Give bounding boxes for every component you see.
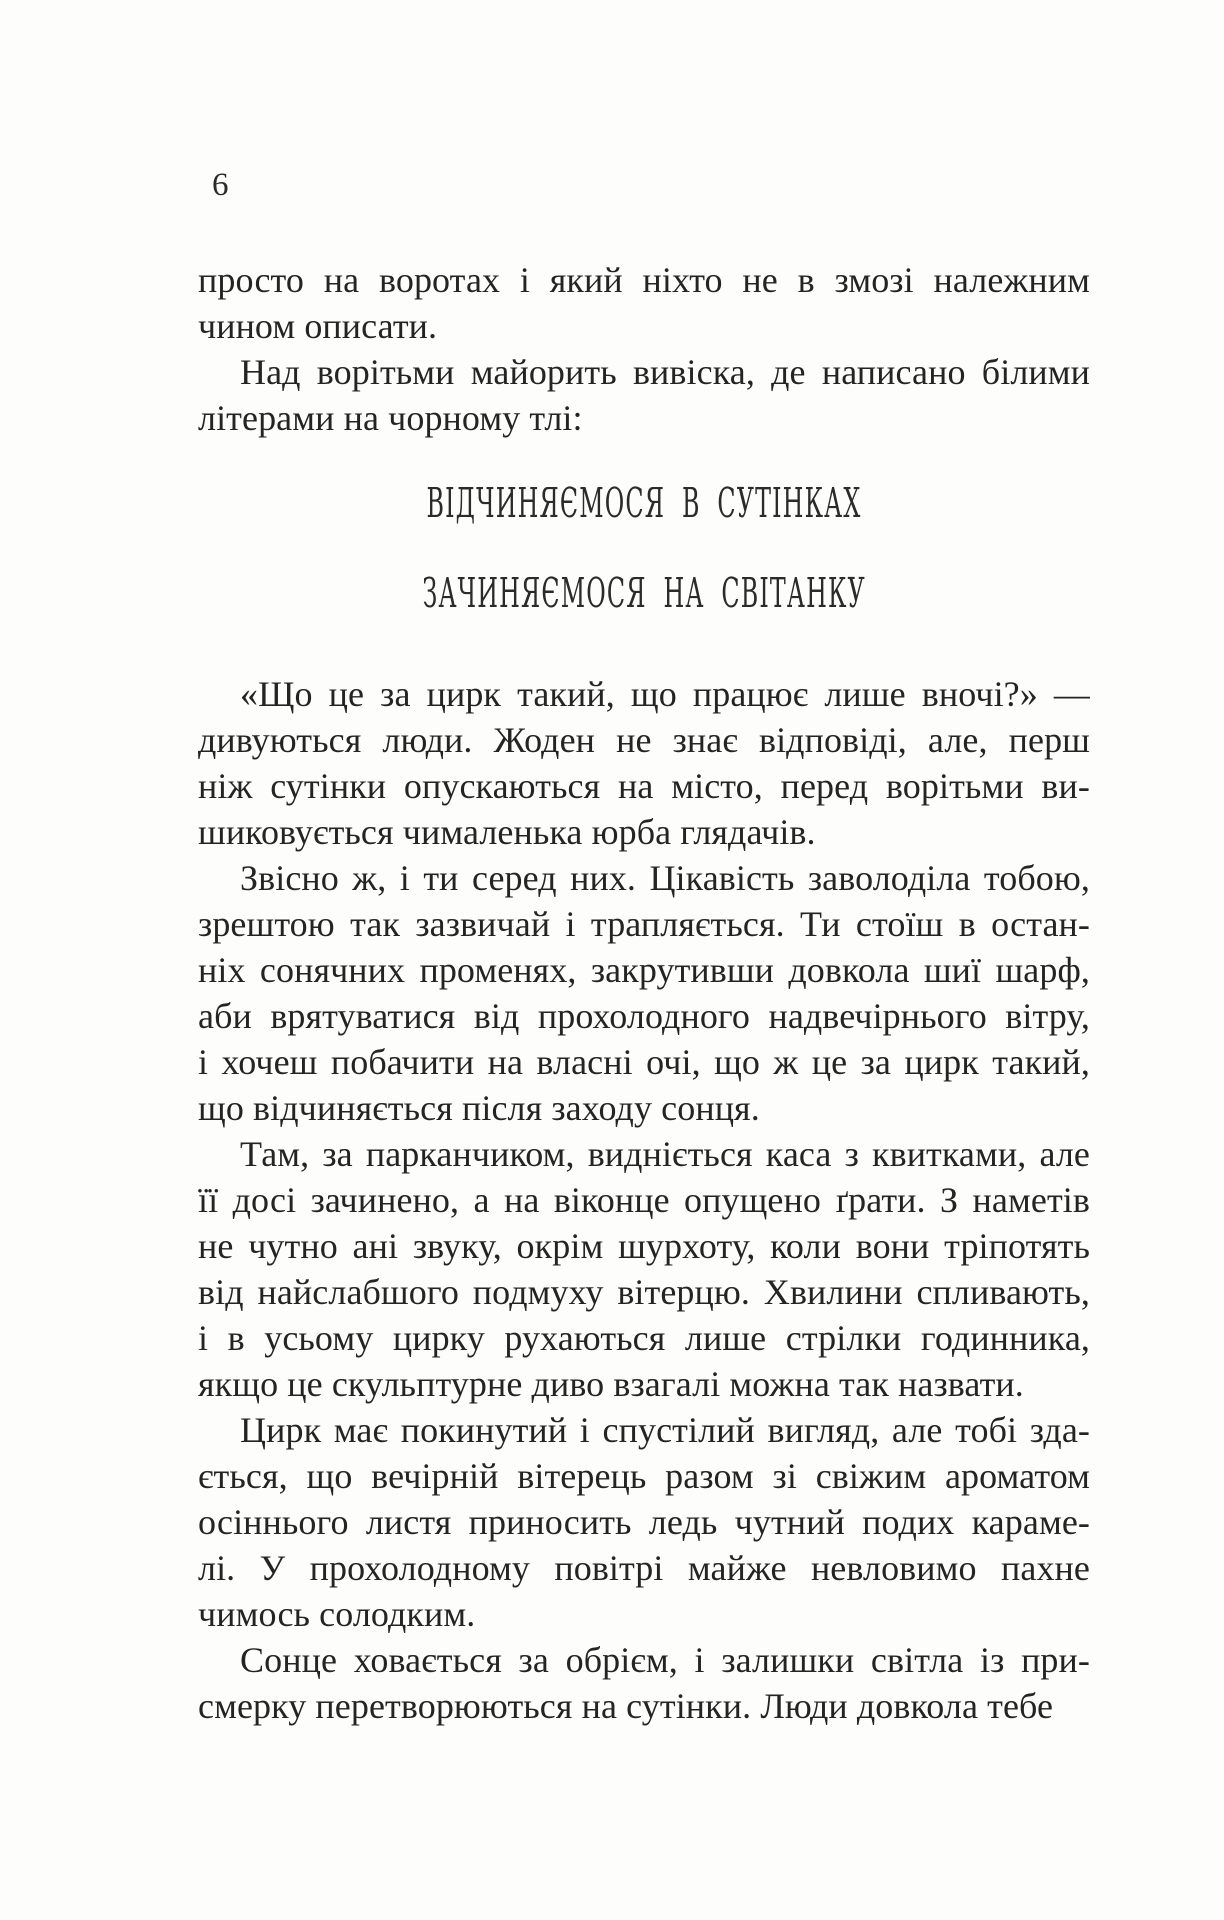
body-line: ється, що вечірній вітерець разом зі свіжим ароматом	[198, 1456, 1090, 1496]
body-line: смерку перетворюються на сутінки. Люди довкола тебе	[198, 1686, 1054, 1726]
body-line: і хочеш побачити на власні очі, що ж це за цирк такий,	[198, 1042, 1090, 1082]
paragraph	[198, 257, 1090, 349]
body-line: просто на воротах і який ніхто не в змозі належним	[198, 260, 1090, 300]
body-line: Сонце ховається за обрієм, і залишки світла із при-	[240, 1640, 1090, 1680]
body-line: чимось солодким.	[198, 1594, 476, 1634]
sign-line	[198, 568, 1090, 618]
text-column	[198, 257, 1090, 1729]
circus-sign	[198, 478, 1090, 618]
body-line: аби врятуватися від прохолодного надвечірнього вітру,	[198, 996, 1090, 1036]
paragraph	[198, 1637, 1090, 1729]
sign-text: ЗАЧИНЯЄМОСЯ НА СВІТАНКУ	[422, 569, 866, 617]
body-line: її досі зачинено, а на віконце опущено ґрати. З наметів	[198, 1180, 1090, 1220]
body-line: і в усьому цирку рухаються лише стрілки годинника,	[198, 1318, 1090, 1358]
page-number: 6	[212, 167, 229, 203]
body-line: від найслабшого подмуху вітерцю. Хвилини спливають,	[198, 1272, 1090, 1312]
paragraph	[198, 349, 1090, 441]
body-line: ніж сутінки опускаються на місто, перед ворітьми ви-	[198, 766, 1090, 806]
sign-line	[198, 478, 1090, 528]
paragraph	[198, 1131, 1090, 1407]
body-line: дивуються люди. Жоден не знає відповіді, але, перш	[198, 720, 1090, 760]
body-line: ніх сонячних променях, закрутивши довкола шиї шарф,	[198, 950, 1090, 990]
body-line: що відчиняється після заходу сонця.	[198, 1088, 760, 1128]
body-line: Над ворітьми майорить вивіска, де написано білими	[240, 352, 1090, 392]
sign-text: ВІДЧИНЯЄМОСЯ В СУТІНКАХ	[426, 479, 862, 527]
body-line: Звісно ж, і ти серед них. Цікавість заволоділа тобою,	[240, 858, 1090, 898]
body-line: лі. У прохолодному повітрі майже невловимо пахне	[198, 1548, 1090, 1588]
body-line: Цирк має покинутий і спустілий вигляд, але тобі зда-	[240, 1410, 1090, 1450]
body-line: Там, за парканчиком, видніється каса з квитками, але	[240, 1134, 1090, 1174]
body-line: чином описати.	[198, 306, 438, 346]
body-line: літерами на чорному тлі:	[198, 398, 583, 438]
body-line: «Що це за цирк такий, що працює лише вночі?» —	[240, 674, 1090, 714]
body-line: зрештою так зазвичай і трапляється. Ти стоїш в остан-	[198, 904, 1090, 944]
body-line: шиковується чималенька юрба глядачів.	[198, 812, 816, 852]
paragraph	[198, 1407, 1090, 1637]
body-line: осіннього листя приносить ледь чутний подих караме-	[198, 1502, 1090, 1542]
paragraph	[198, 855, 1090, 1131]
body-line: не чутно ані звуку, окрім шурхоту, коли вони тріпотять	[198, 1226, 1090, 1266]
paragraph	[198, 671, 1090, 855]
body-line: якщо це скульптурне диво взагалі можна так назвати.	[198, 1364, 1024, 1404]
